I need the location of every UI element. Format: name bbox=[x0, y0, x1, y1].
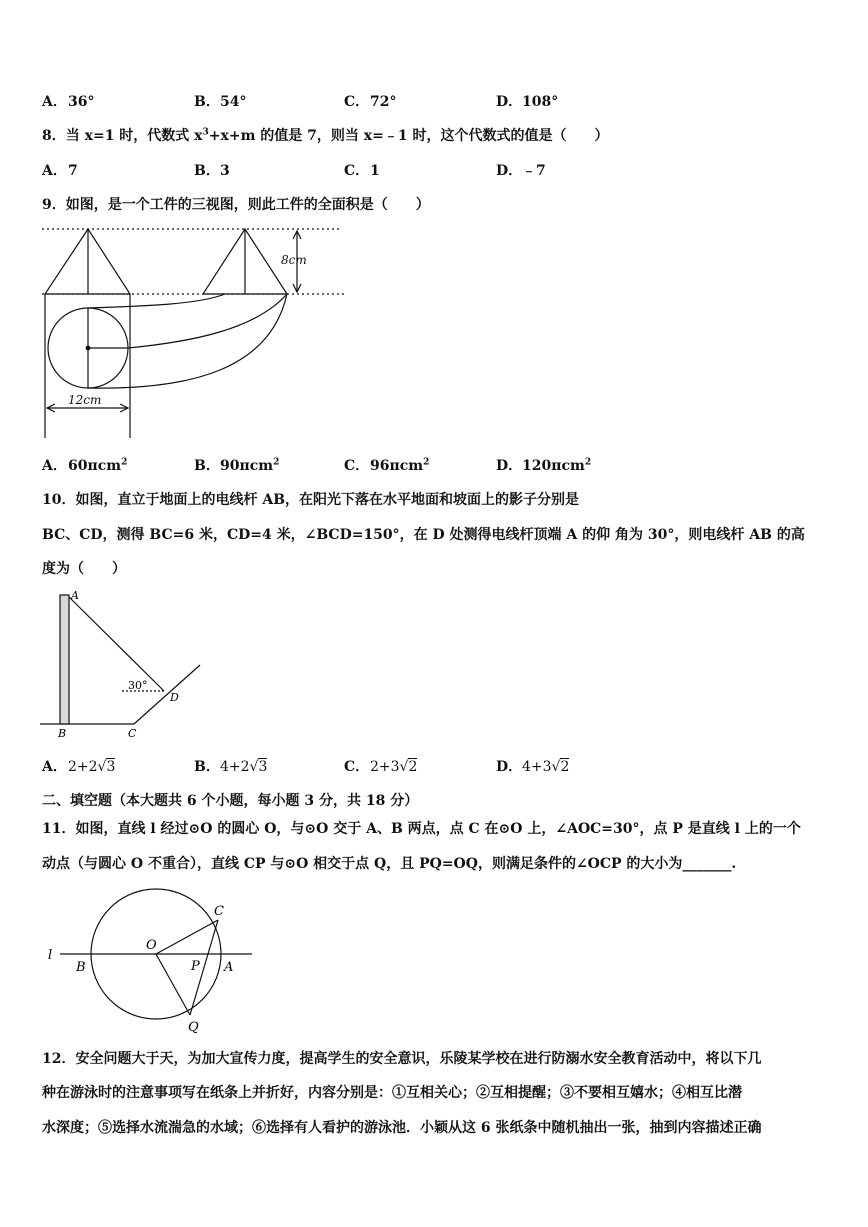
q11-label-c: C bbox=[214, 904, 224, 919]
q7-options bbox=[42, 91, 762, 113]
q12-line-2: 种在游泳时的注意事项写在纸条上并折好，内容分别是：①互相关心；②互相提醒；③不要相互嬉水；④相互比潜 bbox=[42, 1085, 742, 1101]
q8-option-d: D．﹣7 bbox=[496, 163, 546, 179]
q9-dim-width: 12cm bbox=[68, 393, 102, 407]
q7-option-a: A．36° bbox=[42, 94, 95, 110]
q11-circle-figure bbox=[40, 885, 270, 1035]
q10-option-b: B．4+2√3 bbox=[194, 759, 268, 775]
q10-options bbox=[42, 756, 762, 782]
q9-three-view-figure bbox=[0, 220, 360, 445]
q8-option-b: B．3 bbox=[194, 163, 230, 179]
q11-label-a: A bbox=[224, 960, 234, 975]
q10-label-c: C bbox=[128, 727, 137, 740]
q8-option-c: C．1 bbox=[344, 163, 380, 179]
q11-label-o: O bbox=[146, 938, 157, 953]
q10-line-1: 10．如图，直立于地面上的电线杆 AB，在阳光下落在水平地面和坡面上的影子分别是 bbox=[42, 492, 580, 508]
q9-option-c: C．96πcm$^2$ bbox=[344, 457, 430, 474]
q10-option-d: D．4+3√2 bbox=[496, 759, 570, 775]
q7-option-d: D．108° bbox=[496, 94, 559, 110]
q11-line-2: 动点（与圆心 O 不重合），直线 CP 与⊙O 相交于点 Q，且 PQ=OQ，则满足条件的∠OCP 的大小为_______. bbox=[42, 856, 737, 872]
q11-label-l: l bbox=[48, 948, 53, 963]
q10-option-c: C．2+3√2 bbox=[344, 759, 418, 775]
q10-label-a: A bbox=[71, 589, 79, 602]
q11-label-q: Q bbox=[188, 1020, 199, 1035]
q7-option-c: C．72° bbox=[344, 94, 397, 110]
q8-options bbox=[42, 160, 762, 182]
q10-label-d: D bbox=[170, 691, 179, 704]
q10-pole-figure bbox=[30, 585, 220, 745]
q10-option-a: A．2+2√3 bbox=[42, 759, 116, 775]
q9-option-d: D．120πcm$^2$ bbox=[496, 457, 592, 474]
q8-stem: 8．当 x=1 时，代数式 $x^3+x+m$ 的值是 7，则当 x=﹣1 时，这个代数式的值是（ ） bbox=[42, 127, 609, 144]
q12-line-3: 水深度；⑤选择水流湍急的水域；⑥选择有人看护的游泳池．小颖从这 6 张纸条中随机抽出一张，抽到内容描述正确 bbox=[42, 1120, 762, 1136]
q10-line-3: 度为（ ） bbox=[42, 561, 126, 577]
q11-label-b: B bbox=[76, 960, 86, 975]
q9-stem: 9．如图，是一个工件的三视图，则此工件的全面积是（ ） bbox=[42, 197, 430, 213]
q10-angle-label: 30° bbox=[128, 679, 148, 692]
q9-option-b: B．90πcm$^2$ bbox=[194, 457, 280, 474]
q9-option-a: A．60πcm$^2$ bbox=[42, 457, 128, 474]
q9-options bbox=[42, 455, 762, 477]
q11-label-p: P bbox=[191, 959, 200, 974]
q9-dim-height: 8cm bbox=[281, 253, 307, 267]
q12-line-1: 12．安全问题大于天，为加大宣传力度，提高学生的安全意识，乐陵某学校在进行防溺水安全教育活动中，将以下几 bbox=[42, 1051, 762, 1067]
q8-option-a: A．7 bbox=[42, 163, 78, 179]
q11-line-1: 11．如图，直线 l 经过⊙O 的圆心 O，与⊙O 交于 A、B 两点，点 C 在⊙O 上，∠AOC=30°，点 P 是直线 l 上的一个 bbox=[42, 821, 801, 837]
section-2-title: 二、填空题（本大题共 6 个小题，每小题 3 分，共 18 分） bbox=[42, 793, 419, 809]
q10-line-2: BC、CD，测得 BC=6 米，CD=4 米，∠BCD=150°，在 D 处测得电线杆顶端 A 的仰 角为 30°，则电线杆 AB 的高 bbox=[42, 527, 805, 543]
q7-option-b: B．54° bbox=[194, 94, 247, 110]
q10-label-b: B bbox=[58, 727, 67, 740]
